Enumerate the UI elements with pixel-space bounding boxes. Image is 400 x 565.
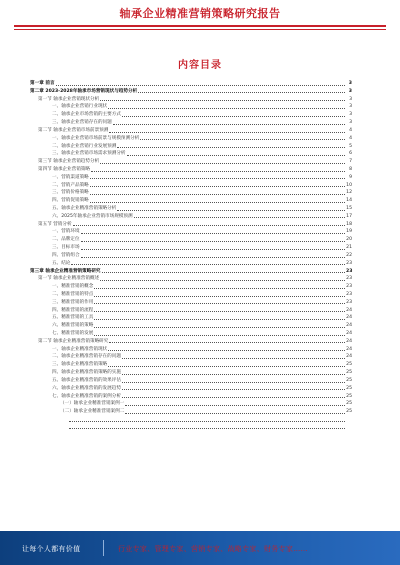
toc-entry [30, 416, 352, 424]
toc-entry[interactable] [30, 252, 352, 260]
toc-leader-dots [90, 189, 345, 195]
toc-entry[interactable] [30, 338, 352, 346]
toc-leader-dots [94, 330, 345, 336]
toc-entry-label: 一、营销渠道策略 [52, 174, 89, 180]
toc-entry-label: 第三章 轴承企业精准营销策略研究 [30, 268, 101, 274]
toc-entry-page: 24 [346, 315, 352, 321]
toc-entry[interactable] [30, 119, 352, 127]
table-of-contents [30, 80, 352, 432]
toc-entry-label: 第二节 轴承企业精准营销策略研究 [38, 338, 109, 344]
toc-leader-dots [109, 338, 345, 344]
toc-leader-dots [122, 393, 345, 399]
toc-entry[interactable] [30, 307, 352, 315]
toc-entry[interactable] [30, 135, 352, 143]
toc-leader-dots [81, 236, 345, 242]
toc-entry[interactable] [30, 182, 352, 190]
toc-entry-label: 六、轴承企业精准营销的发展趋势 [52, 385, 121, 391]
toc-entry[interactable] [30, 88, 352, 96]
toc-entry[interactable] [30, 236, 352, 244]
toc-leader-dots [122, 111, 345, 117]
toc-entry-label: 二、轴承企业精准营销存在的问题 [52, 354, 121, 360]
toc-entry-label: 第三节 轴承企业营销趋势分析 [38, 159, 100, 165]
toc-entry-label: 一、轴承企业精准营销现状 [52, 346, 108, 352]
toc-entry-page: 14 [346, 198, 352, 204]
toc-entry[interactable] [30, 291, 352, 299]
toc-entry[interactable] [30, 260, 352, 268]
toc-entry[interactable] [30, 244, 352, 252]
toc-leader-dots [81, 252, 345, 258]
toc-entry[interactable] [30, 400, 352, 408]
toc-leader-dots [127, 150, 345, 156]
toc-entry-label: 第一节 轴承企业营销现状分析 [38, 96, 100, 102]
toc-leader-dots [117, 143, 345, 149]
toc-entry[interactable] [30, 330, 352, 338]
toc-entry-label: 七、轴承企业精准营销的案例分析 [52, 393, 121, 399]
toc-entry-page: 22 [346, 252, 352, 258]
toc-leader-dots [125, 408, 345, 414]
toc-entry-label: 三、目标市场 [52, 245, 80, 251]
toc-entry-label: 五、精准营销的工具 [52, 315, 94, 321]
toc-entry[interactable] [30, 150, 352, 158]
toc-leader-dots [94, 307, 345, 313]
toc-leader-dots [108, 346, 345, 352]
toc-entry-page: 25 [346, 401, 352, 407]
toc-entry-label: 一、轴承企业营销市场前景与规模预测分析 [52, 135, 140, 141]
toc-entry[interactable] [30, 377, 352, 385]
toc-entry[interactable] [30, 299, 352, 307]
toc-entry-page: 19 [346, 229, 352, 235]
toc-entry[interactable] [30, 143, 352, 151]
toc-entry-label: 一、营销环境 [52, 229, 80, 235]
toc-entry[interactable] [30, 103, 352, 111]
toc-entry[interactable] [30, 189, 352, 197]
toc-entry-page [346, 416, 352, 424]
toc-entry-page: 6 [349, 151, 352, 157]
toc-entry-page: 23 [346, 276, 352, 282]
toc-leader-dots [69, 424, 345, 430]
toc-leader-dots [94, 314, 345, 320]
toc-leader-dots [140, 135, 345, 141]
toc-entry-label: 第五节 营销分析 [38, 221, 72, 227]
toc-entry-page: 3 [349, 112, 352, 118]
toc-leader-dots [138, 88, 345, 94]
toc-entry[interactable] [30, 268, 352, 276]
toc-entry[interactable] [30, 166, 352, 174]
toc-entry[interactable] [30, 197, 352, 205]
toc-leader-dots [90, 174, 345, 180]
toc-entry-label: 六、精准营销的策略 [52, 323, 94, 329]
toc-entry-label: 三、轴承企业营销市场需求预测分析 [52, 151, 126, 157]
toc-entry-label: 四、营销组合 [52, 252, 80, 258]
toc-entry[interactable] [30, 158, 352, 166]
toc-leader-dots [117, 205, 345, 211]
toc-entry-label: 第四节 轴承企业营销策略 [38, 166, 90, 172]
toc-entry-page: 23 [346, 299, 352, 305]
toc-leader-dots [56, 80, 345, 86]
toc-entry-page: 3 [348, 81, 352, 86]
toc-entry[interactable] [30, 283, 352, 291]
page-footer [0, 531, 400, 565]
toc-leader-dots [100, 96, 345, 102]
toc-leader-dots [122, 369, 345, 375]
toc-leader-dots [113, 119, 345, 125]
toc-entry[interactable] [30, 353, 352, 361]
toc-entry-label: 五、轴承企业精准营销的效果评估 [52, 377, 121, 383]
toc-leader-dots [94, 322, 345, 328]
toc-entry-page: 25 [346, 393, 352, 399]
toc-entry[interactable] [30, 213, 352, 221]
toc-entry [30, 424, 352, 432]
toc-entry-page: 18 [346, 221, 352, 227]
toc-entry-label: 三、轴承企业营销存在的问题 [52, 120, 112, 126]
toc-entry-page: 3 [349, 96, 352, 102]
toc-entry-page: 4 [349, 135, 352, 141]
toc-leader-dots [71, 260, 345, 266]
toc-entry-label: 六、2025年轴承企业营销市场规模预测 [52, 213, 133, 219]
toc-entry-page: 23 [346, 284, 352, 290]
toc-entry-page: 9 [349, 174, 352, 180]
toc-entry-label: 第一章 前言 [30, 81, 55, 86]
toc-entry-page: 10 [346, 182, 352, 188]
toc-entry-page: 25 [346, 377, 352, 383]
toc-entry-page: 7 [349, 159, 352, 165]
toc-entry[interactable] [30, 361, 352, 369]
toc-leader-dots [108, 361, 345, 367]
toc-entry-label: 三、轴承企业精准营销策略 [52, 362, 108, 368]
toc-leader-dots [100, 275, 345, 281]
toc-entry-page [346, 424, 352, 432]
toc-entry-page: 20 [346, 237, 352, 243]
toc-entry-label: 一、精准营销的概念 [52, 284, 94, 290]
toc-entry-page: 4 [349, 127, 352, 133]
toc-entry[interactable] [30, 174, 352, 182]
toc-entry-label: 一、轴承企业营销行业现状 [52, 104, 108, 110]
toc-entry-label: 第一节 轴承企业精准营销概述 [38, 276, 100, 282]
toc-entry[interactable] [30, 221, 352, 229]
toc-entry-page: 12 [346, 190, 352, 196]
toc-entry-page: 24 [346, 354, 352, 360]
toc-leader-dots [73, 221, 345, 227]
toc-entry[interactable] [30, 385, 352, 393]
toc-entry-label: 二、轴承企业市场营销的主要方式 [52, 112, 121, 118]
toc-entry-label: 五、结论 [52, 260, 71, 266]
toc-entry-page: 21 [346, 245, 352, 251]
toc-entry-label: 四、轴承企业精准营销策略的实施 [52, 370, 121, 376]
toc-entry[interactable] [30, 408, 352, 416]
toc-entry-page: 25 [346, 370, 352, 376]
toc-entry-page: 3 [349, 120, 352, 126]
toc-entry-page: 23 [346, 291, 352, 297]
toc-title: 内容目录 [178, 60, 222, 71]
toc-entry-label: 第二章 2023-2028年轴承市场营销现状与趋势分析 [30, 88, 138, 94]
toc-entry[interactable] [30, 369, 352, 377]
page-header [0, 0, 400, 30]
toc-entry-page: 5 [349, 143, 352, 149]
toc-entry-label: 三、营销价格策略 [52, 190, 89, 196]
toc-entry-page: 23 [346, 268, 353, 274]
toc-entry-label: 二、营销产品策略 [52, 182, 89, 188]
toc-entry[interactable] [30, 127, 352, 135]
toc-entry-label: 二、轴承企业营销行业发展预测 [52, 143, 117, 149]
toc-entry-page: 3 [348, 88, 352, 94]
toc-entry-page: 24 [346, 338, 352, 344]
toc-entry-page: 24 [346, 323, 352, 329]
toc-leader-dots [122, 377, 345, 383]
toc-entry-label: （一）轴承企业精准营销案例一 [60, 401, 125, 407]
toc-leader-dots [81, 244, 345, 250]
report-title: 轴承企业精准营销策略研究报告 [119, 7, 281, 20]
toc-entry-page: 17 [346, 213, 352, 219]
toc-entry-page: 23 [346, 260, 352, 266]
toc-leader-dots [94, 291, 345, 297]
toc-entry[interactable] [30, 96, 352, 104]
toc-entry-label: 四、精准营销的流程 [52, 307, 94, 313]
header-rule [14, 25, 386, 27]
toc-entry[interactable] [30, 322, 352, 330]
toc-entry-page: 24 [346, 346, 352, 352]
toc-leader-dots [91, 166, 345, 172]
header-rule-thin [14, 29, 386, 30]
toc-entry-page: 25 [346, 409, 352, 415]
toc-entry-label: 五、轴承企业精准营销策略分析 [52, 206, 117, 211]
toc-entry-page: 3 [349, 104, 352, 110]
toc-entry-label: 三、精准营销的作用 [52, 299, 94, 305]
toc-entry-page: 8 [349, 166, 352, 172]
toc-leader-dots [109, 127, 345, 133]
toc-leader-dots [125, 400, 345, 406]
toc-leader-dots [90, 197, 345, 203]
toc-entry-label: 四、营销促销策略 [52, 198, 89, 204]
toc-entry-label: 七、精准营销的发展 [52, 331, 94, 336]
toc-entry-page: 15 [346, 206, 352, 211]
toc-entry-label: 二、品牌定位 [52, 237, 80, 243]
toc-entry[interactable] [30, 111, 352, 119]
toc-leader-dots [102, 268, 345, 274]
toc-entry[interactable] [30, 393, 352, 401]
toc-entry[interactable] [30, 314, 352, 322]
toc-leader-dots [122, 385, 345, 391]
toc-entry[interactable] [30, 228, 352, 236]
toc-leader-dots [100, 158, 345, 164]
toc-entry[interactable] [30, 346, 352, 354]
toc-entry-page: 24 [346, 331, 352, 336]
toc-leader-dots [69, 416, 345, 422]
toc-entry-label: 第二节 轴承企业营销市场前景预测 [38, 127, 109, 133]
toc-leader-dots [94, 283, 345, 289]
toc-leader-dots [90, 182, 345, 188]
toc-entry-page: 25 [346, 362, 352, 368]
footer-slogan: 让每个人都有价值 [22, 545, 81, 553]
toc-leader-dots [108, 103, 345, 109]
toc-leader-dots [81, 228, 345, 234]
toc-leader-dots [122, 353, 345, 359]
toc-entry-label: （二）轴承企业精准营销案例二 [60, 409, 125, 415]
toc-entry-page: 25 [346, 385, 352, 391]
toc-entry-label: 二、精准营销的特点 [52, 291, 94, 297]
toc-entry[interactable] [30, 80, 352, 88]
toc-entry[interactable] [30, 205, 352, 213]
footer-experts: 行业专家、管理专家、营销专家、战略专家、财务专家…… [118, 545, 308, 553]
toc-leader-dots [134, 213, 345, 219]
toc-leader-dots [94, 299, 345, 305]
toc-entry[interactable] [30, 275, 352, 283]
footer-divider [103, 540, 104, 556]
toc-entry-page: 24 [346, 307, 352, 313]
